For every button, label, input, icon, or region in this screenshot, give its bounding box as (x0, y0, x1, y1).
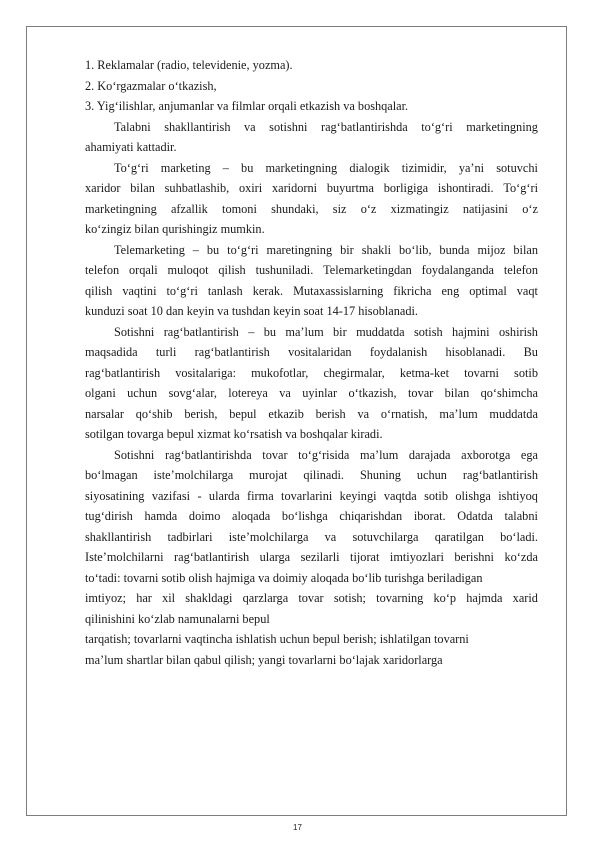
text-line: ko‘zingiz bilan qurishingiz mumkin. (85, 222, 265, 236)
text-line: shakllantirish tadbirlari iste’molchilarga va sotuvchilarga qaratilgan bo‘ladi. (85, 529, 538, 544)
text-line: rag‘batlantirish vositalariga: mukofotlar, chegirmalar, ketma-ket tovarni sotib (85, 365, 538, 380)
text-line: imtiyoz; har xil shakldagi qarzlarga tovar sotish; tovarning ko‘p hajmda xarid (85, 591, 538, 605)
document-body (85, 55, 538, 670)
text-line: Talabni shakllantirish va sotishni rag‘batlantirishda to‘g‘ri marketingning (114, 119, 538, 134)
text-line: to‘tadi: tovarni sotib olish hajmiga va doimiy aloqada bo‘lib turishga beriladigan (85, 570, 483, 585)
text-line: Iste’molchilarni rag‘batlantirish ularga sezilarli tijorat imtiyozlari berishni ko‘zda (85, 550, 538, 564)
text-line: narsalar qo‘shib berish, bepul etkazib berish va o‘rnatish, ma’lum muddatda (85, 406, 538, 421)
text-line: tug‘dirish hamda doimo aloqada bo‘lishga chiqarishdan iborat. Odatda talabni (85, 509, 538, 523)
text-line: bo‘lmagan iste’molchilarga murojat qilinadi. Shuning uchun rag‘batlantirish (85, 468, 538, 482)
text-line: To‘g‘ri marketing – bu marketingning dialogik tizimidir, ya’ni sotuvchi (114, 160, 538, 175)
text-line: olgani uchun sovg‘alar, lotereya va uyinlar o‘tkazish, tovar bilan qo‘shimcha (85, 386, 538, 400)
text-line: qilinishini ko‘zlab namunalarni bepul (85, 611, 270, 626)
page-number: 17 (293, 823, 302, 832)
text-line: qilish vaqtini to‘g‘ri tanlash kerak. Mutaxassislarning fikricha eng optimal vaqt (85, 283, 538, 298)
text-line: siyosatining vazifasi - ularda firma tovarlarini keyingi vaqtda sotib olishga ishtiyoq (85, 488, 538, 503)
text-line: xaridor bilan suhbatlashib, oxiri xaridorni buyurtma borligiga ishontiradi. To‘g‘ri (85, 181, 538, 195)
text-line: telefon orqali muloqot qilish tushuniladi. Telemarketingdan foydalanganda telefon (85, 263, 538, 277)
text-line: 2. Ko‘rgazmalar o‘tkazish, (85, 78, 217, 93)
text-line: Sotishni rag‘batlantirishda tovar to‘g‘risida ma’lum darajada axborotga ega (114, 447, 538, 462)
text-line: tarqatish; tovarlarni vaqtincha ishlatish uchun bepul berish; ishlatilgan tovarni (85, 632, 469, 646)
text-line: marketingning afzallik tomoni shundaki, siz o‘z xizmatingiz natijasini o‘z (85, 201, 538, 216)
text-line: sotilgan tovarga bepul xizmat ko‘rsatish va boshqalar kiradi. (85, 427, 383, 441)
text-line: kunduzi soat 10 dan keyin va tushdan keyin soat 14-17 hisoblanadi. (85, 304, 418, 318)
text-line: ma’lum shartlar bilan qabul qilish; yangi tovarlarni bo‘lajak xaridorlarga (85, 652, 443, 667)
text-line: ahamiyati kattadir. (85, 140, 177, 154)
text-line: 1. Reklamalar (radio, televidenie, yozma). (85, 58, 293, 72)
text-line: 3. Yig‘ilishlar, anjumanlar va filmlar orqali etkazish va boshqalar. (85, 99, 409, 113)
text-line: Telemarketing – bu to‘g‘ri maretingning bir shakli bo‘lib, bunda mijoz bilan (114, 242, 538, 257)
text-line: Sotishni rag‘batlantirish – bu ma’lum bir muddatda sotish hajmini oshirish (114, 324, 538, 339)
text-line: maqsadida turli rag‘batlantirish vositalaridan foydalanish hisoblanadi. Bu (85, 345, 538, 359)
